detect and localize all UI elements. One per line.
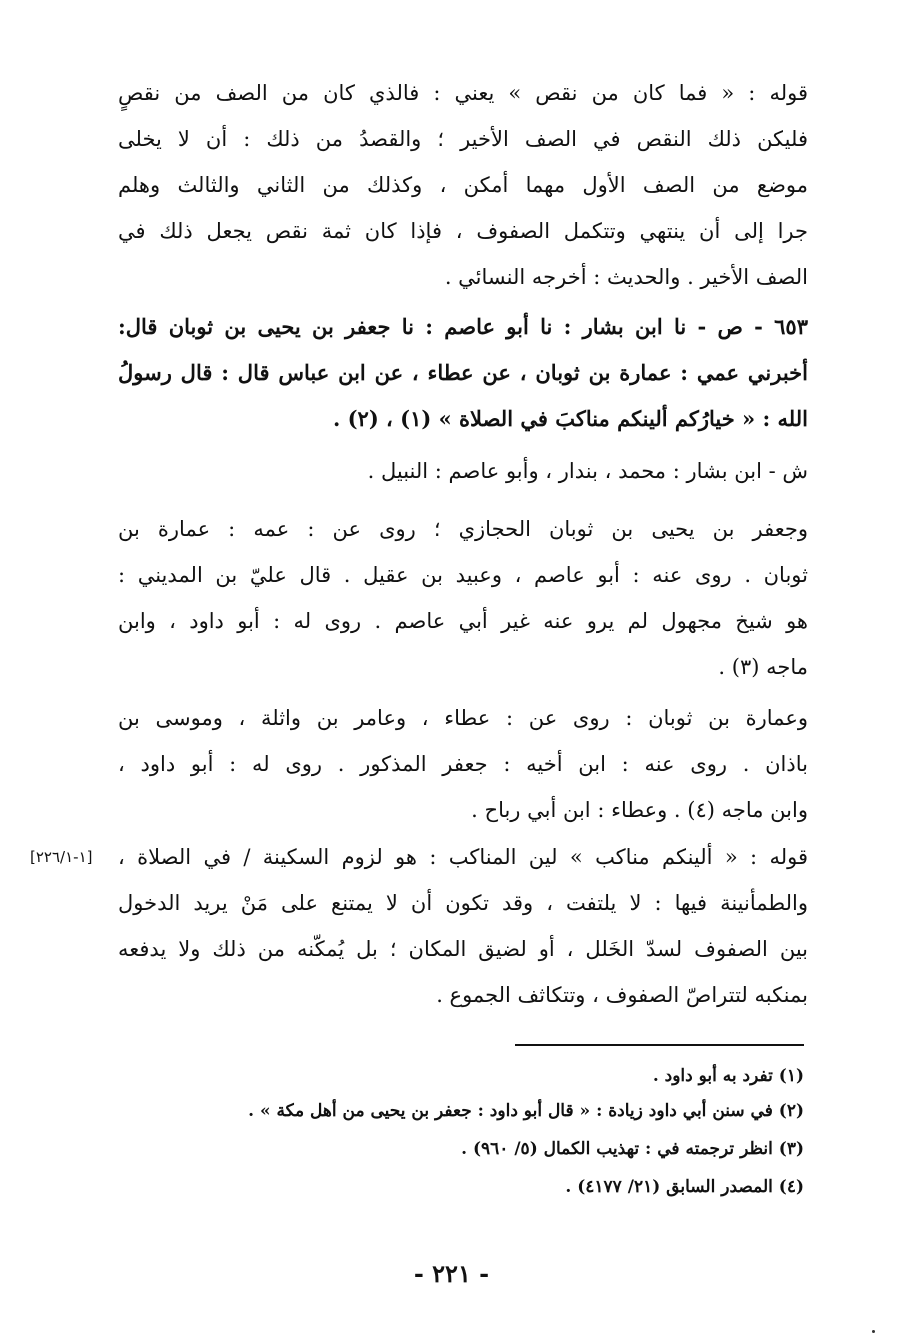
- hadith-line: الله : « خيارُكم ألينكم مناكبَ في الصلاة » (١) ، (٢) .: [332, 406, 808, 431]
- text-line: باذان . روى عنه : ابن أخيه : جعفر المذكور . روى له : أبو داود ،: [118, 752, 808, 776]
- text-line: وجعفر بن يحيى بن ثوبان الحجازي ؛ روى عن : عمه : عمارة بن: [118, 517, 808, 541]
- footnote-divider: [515, 1044, 804, 1046]
- text-line: الصف الأخير . والحديث : أخرجه النسائي .: [444, 265, 808, 289]
- paragraph-narrator-umara: [118, 695, 808, 833]
- text-line: هو شيخ مجهول لم يرو عنه غير أبي عاصم . روى له : أبو داود ، وابن: [118, 609, 808, 633]
- footnote-4: (٤) المصدر السابق (٢١/ ٤١٧٧) .: [565, 1177, 804, 1197]
- text-line: موضع من الصف الأول مهما أمكن ، وكذلك من الثاني والثالث وهلم: [118, 173, 808, 197]
- text-line: بمنكبه لتتراصّ الصفوف ، وتتكاثف الجموع .: [436, 983, 808, 1007]
- page-number: - ٢٢١ -: [413, 1259, 490, 1288]
- hadith-line: ٦٥٣ - ص - نا ابن بشار : نا أبو عاصم : نا جعفر بن يحيى بن ثوبان قال:: [118, 314, 808, 339]
- text-line: ش - ابن بشار : محمد ، بندار ، وأبو عاصم : النبيل .: [367, 459, 808, 483]
- text-line: وابن ماجه (٤) . وعطاء : ابن أبي رباح .: [471, 798, 808, 822]
- hadith-line: أخبرني عمي : عمارة بن ثوبان ، عن عطاء ، عن ابن عباس قال : قال رسولُ: [118, 360, 808, 385]
- text-line: جرا إلى أن ينتهي وتتكمل الصفوف ، فإذا كان ثمة نقص يجعل ذلك في: [118, 219, 808, 243]
- footnote-2: (٢) في سنن أبي داود زيادة : « قال أبو داود : جعفر بن يحيى من أهل مكة » .: [248, 1101, 804, 1121]
- text-line: والطمأنينة فيها : لا يلتفت ، وقد تكون أن لا يمتنع على مَنْ يريد الدخول: [118, 891, 808, 915]
- text-line: بين الصفوف لسدّ الخَلل ، أو لضيق المكان ؛ بل يُمكّنه من ذلك ولا يدفعه: [118, 937, 808, 961]
- text-line: فليكن ذلك النقص في الصف الأخير ؛ والقصدُ من ذلك : أن لا يخلى: [118, 127, 808, 151]
- text-line: ماجه (٣) .: [718, 655, 808, 679]
- text-line: وعمارة بن ثوبان : روى عن : عطاء ، وعامر بن واثلة ، وموسى بن: [118, 706, 808, 730]
- text-line: ثوبان . روى عنه : أبو عاصم ، وعبيد بن عقيل . قال عليّ بن المديني :: [118, 563, 808, 587]
- paragraph-explanation: [118, 448, 808, 494]
- hadith-653: [118, 304, 808, 442]
- paragraph-commentary-2: [118, 834, 808, 1018]
- paragraph-commentary-1: [118, 70, 808, 300]
- paragraph-narrator-jafar: [118, 506, 808, 690]
- text-line: قوله : « فما كان من نقص » يعني : فالذي كان من الصف من نقصٍ: [118, 81, 808, 105]
- margin-reference: [١-٢٢٦/١]: [30, 848, 93, 866]
- text-line: قوله : « ألينكم مناكب » لين المناكب : هو لزوم السكينة / في الصلاة ،: [118, 845, 808, 869]
- footnote-3: (٣) انظر ترجمته في : تهذيب الكمال (٥/ ٩٦٠) .: [461, 1139, 804, 1159]
- footnote-1: (١) تفرد به أبو داود .: [652, 1066, 804, 1086]
- scan-speck: [872, 1330, 875, 1333]
